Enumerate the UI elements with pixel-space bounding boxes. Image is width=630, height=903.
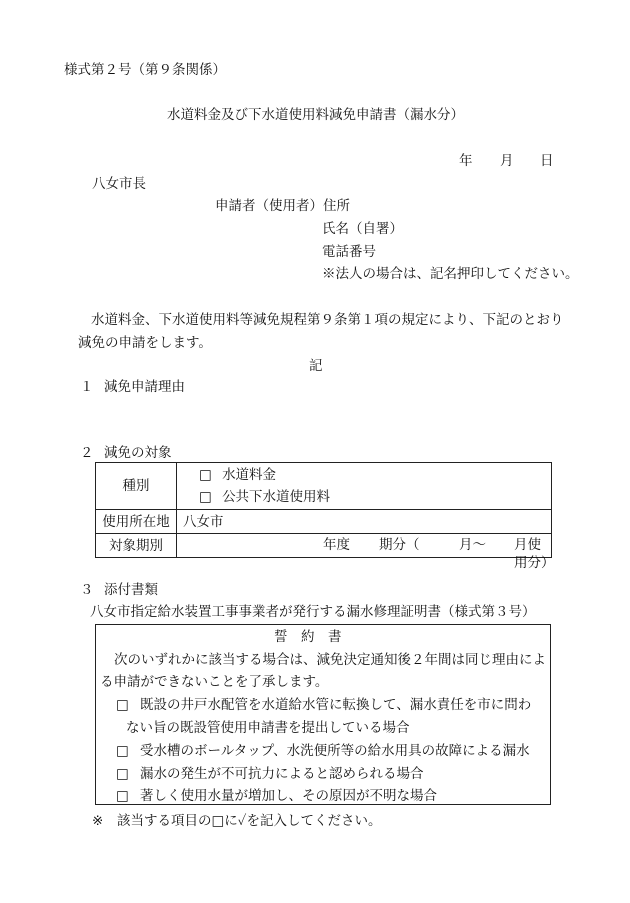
location-label: 使用所在地 [96, 510, 177, 534]
attachment-line: 八女市指定給水装置工事事業者が発行する漏水修理証明書（様式第３号） [90, 604, 536, 620]
oath-item-4-checkbox[interactable]: □ [116, 788, 129, 804]
section2-number: ２ [80, 445, 94, 461]
applicant-phone-label: 電話番号 [322, 244, 376, 260]
location-value[interactable]: 八女市 [177, 510, 552, 534]
oath-item-1-checkbox[interactable]: □ [116, 697, 129, 713]
oath-item-4-text: 著しく使用水量が増加し、その原因が不明な場合 [140, 788, 437, 804]
body-text-line-2: 減免の申請をします。 [78, 335, 212, 351]
kind-option-water-label: 水道料金 [222, 467, 277, 483]
section1-number: １ [80, 379, 94, 395]
oath-item-2-checkbox[interactable]: □ [116, 743, 129, 759]
ki-heading: 記 [309, 358, 323, 374]
applicant-address-label: 申請者（使用者）住所 [215, 198, 350, 214]
oath-item-3-checkbox[interactable]: □ [116, 766, 129, 782]
oath-item-1-text: 既設の井戸水配管を水道給水管に転換して、漏水責任を市に問わ [140, 697, 532, 713]
applicant-corp-note: ※法人の場合は、記名押印してください。 [322, 266, 579, 282]
section1-title: 減免申請理由 [104, 379, 185, 395]
section3-title: 添付書類 [104, 582, 158, 598]
period-kibun: 期分（ [379, 537, 420, 553]
oath-item-2-text: 受水槽のボールタップ、水洗便所等の給水用具の故障による漏水 [140, 743, 530, 759]
checkbox-water[interactable]: □ [199, 467, 212, 483]
section3-number: ３ [80, 582, 94, 598]
date-year-label: 年 [459, 153, 473, 169]
kind-option-sewer-label: 公共下水道使用料 [222, 489, 331, 505]
footer-note-text: 該当する項目の□に✓を記入してください。 [117, 813, 382, 829]
kind-option-sewer[interactable] [199, 488, 551, 506]
oath-intro-line-1: 次のいずれかに該当する場合は、減免決定通知後２年間は同じ理由によ [114, 652, 546, 668]
body-text-line-1: 水道料金、下水道使用料等減免規程第９条第１項の規定により、下記のとおり [91, 312, 564, 328]
checkbox-sewer[interactable]: □ [199, 489, 212, 505]
oath-item-1-text-cont: ない旨の既設管使用申請書を提出している場合 [126, 720, 410, 736]
date-day-label: 日 [540, 153, 554, 169]
addressee: 八女市長 [92, 176, 146, 192]
oath-item-3-text: 漏水の発生が不可抗力によると認められる場合 [140, 766, 424, 782]
form-number: 様式第２号（第９条関係） [64, 62, 226, 78]
oath-box [95, 624, 551, 805]
period-month-to: 月使用分） [514, 537, 555, 571]
applicant-name-label: 氏名（自署） [322, 221, 403, 237]
period-nendo: 年度 [323, 537, 350, 553]
date-month-label: 月 [500, 153, 514, 169]
kind-option-water[interactable] [199, 466, 551, 484]
target-table [95, 462, 555, 571]
kind-label: 種別 [96, 463, 177, 510]
oath-title: 誓 約 書 [274, 629, 342, 645]
section2-title: 減免の対象 [104, 445, 172, 461]
oath-intro-line-2: る申請ができないことを了承します。 [100, 674, 329, 690]
period-label: 対象期別 [96, 534, 177, 558]
page-title: 水道料金及び下水道使用料減免申請書（漏水分） [167, 107, 464, 123]
footer-note-mark: ※ [92, 813, 104, 829]
period-field[interactable] [177, 534, 555, 571]
kind-options [177, 463, 552, 510]
period-month-from: 月～ [459, 537, 486, 553]
